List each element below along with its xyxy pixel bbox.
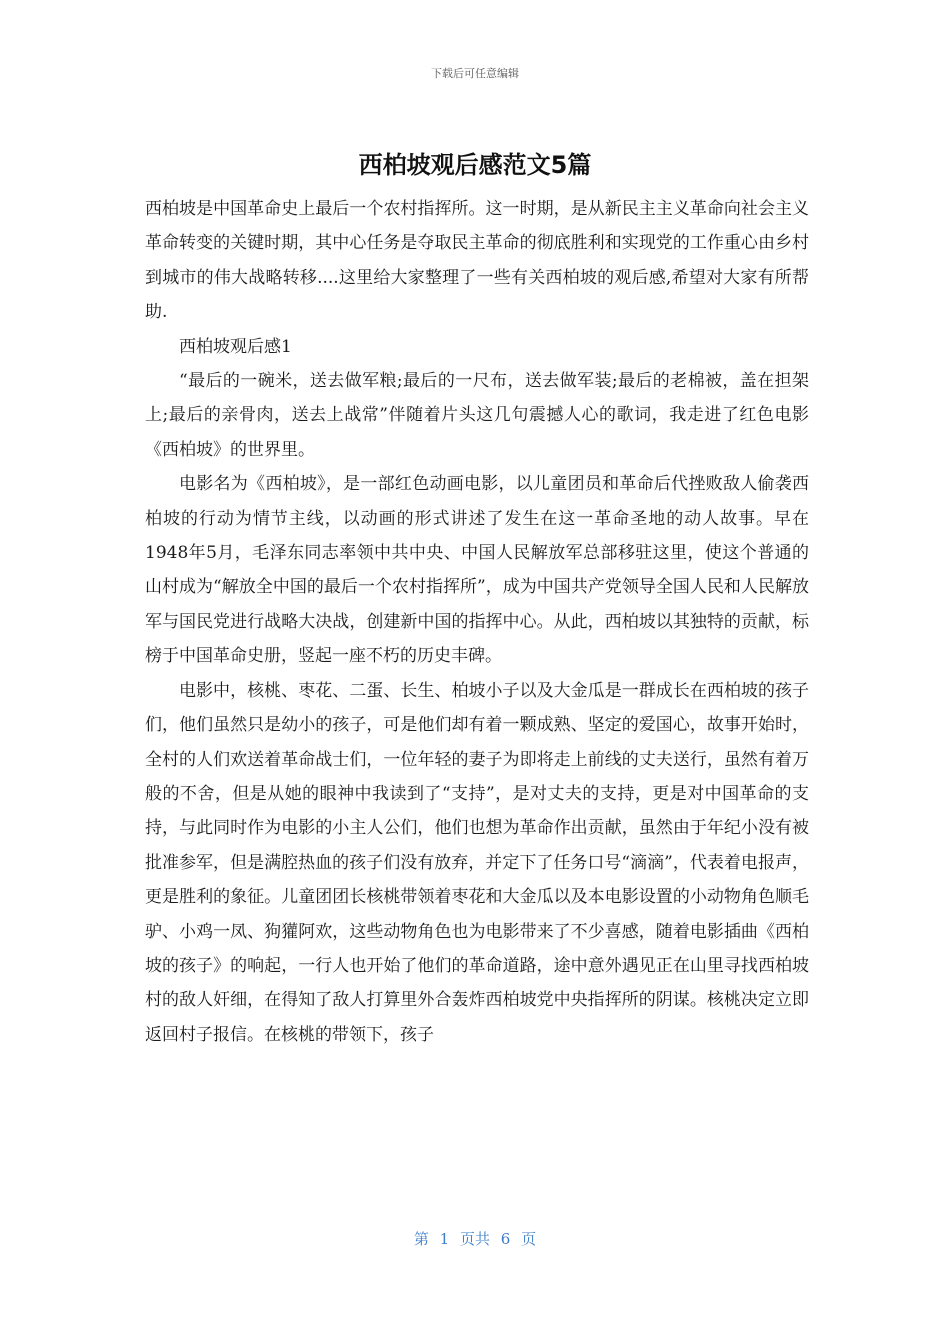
body-paragraph-1: “最后的一碗米，送去做军粮;最后的一尺布，送去做军装;最后的老棉被，盖在担架上;最后的亲骨肉，送去上战常”伴随着片头这几句震撼人心的歌词，我走进了红色电影《西柏坡》的世界里。 xyxy=(145,371,809,460)
document-title: 西柏坡观后感范文5篇 xyxy=(358,151,592,179)
section-heading: 西柏坡观后感1 xyxy=(179,336,292,357)
document-body xyxy=(145,192,809,1052)
body-paragraph-3: 电影中，核桃、枣花、二蛋、长生、柏坡小子以及大金瓜是一群成长在西柏坡的孩子们，他们虽然只是幼小的孩子，可是他们却有着一颗成熟、坚定的爱国心，故事开始时，全村的人们欢送着革命战士们，一位年轻的妻子为即将走上前线的丈夫送行，虽然有着万般的不舍，但是从她的眼神中我读到了“支持”，是对丈夫的支持，更是对中国革命的支持，与此同时作为电影的小主人公们，他们也想为革命作出贡献，虽然由于年纪小没有被批准参军，但是满腔热血的孩子们没有放弃，并定下了任务口号“滴滴”，代表着电报声，更是胜利的象征。儿童团团长核桃带领着枣花和大金瓜以及本电影设置的小动物角色顺毛驴、小鸡一凤、狗獾阿欢，这些动物角色也为电影带来了不少喜感，随着电影插曲《西柏坡的孩子》的响起，一行人也开始了他们的革命道路，途中意外遇见正在山里寻找西柏坡村的敌人奸细，在得知了敌人打算里外合轰炸西柏坡党中央指挥所的阴谋。核桃决定立即返回村子报信。在核桃的带领下，孩子 xyxy=(145,680,809,1045)
body-paragraph-2: 电影名为《西柏坡》，是一部红色动画电影，以儿童团员和革命后代挫败敌人偷袭西柏坡的行动为情节主线，以动画的形式讲述了发生在这一革命圣地的动人故事。早在1948年5月，毛泽东同志率领中共中央、中国人民解放军总部移驻这里，使这个普通的山村成为“解放全中国的最后一个农村指挥所”，成为中国共产党领导全国人民和人民解放军与国民党进行战略大决战，创建新中国的指挥中心。从此，西柏坡以其独特的贡献，标榜于中国革命史册，竖起一座不朽的历史丰碑。 xyxy=(145,474,809,667)
intro-paragraph: 西柏坡是中国革命史上最后一个农村指挥所。这一时期，是从新民主主义革命向社会主义革命转变的关键时期，其中心任务是夺取民主革命的彻底胜利和实现党的工作重心由乡村到城市的伟大战略转移....这里给大家整理了一些有关西柏坡的观后感,希望对大家有所帮助. xyxy=(145,199,809,323)
page-header-note: 下载后可任意编辑 xyxy=(431,67,519,80)
page-number: 第 1 页共 6 页 xyxy=(413,1230,537,1248)
